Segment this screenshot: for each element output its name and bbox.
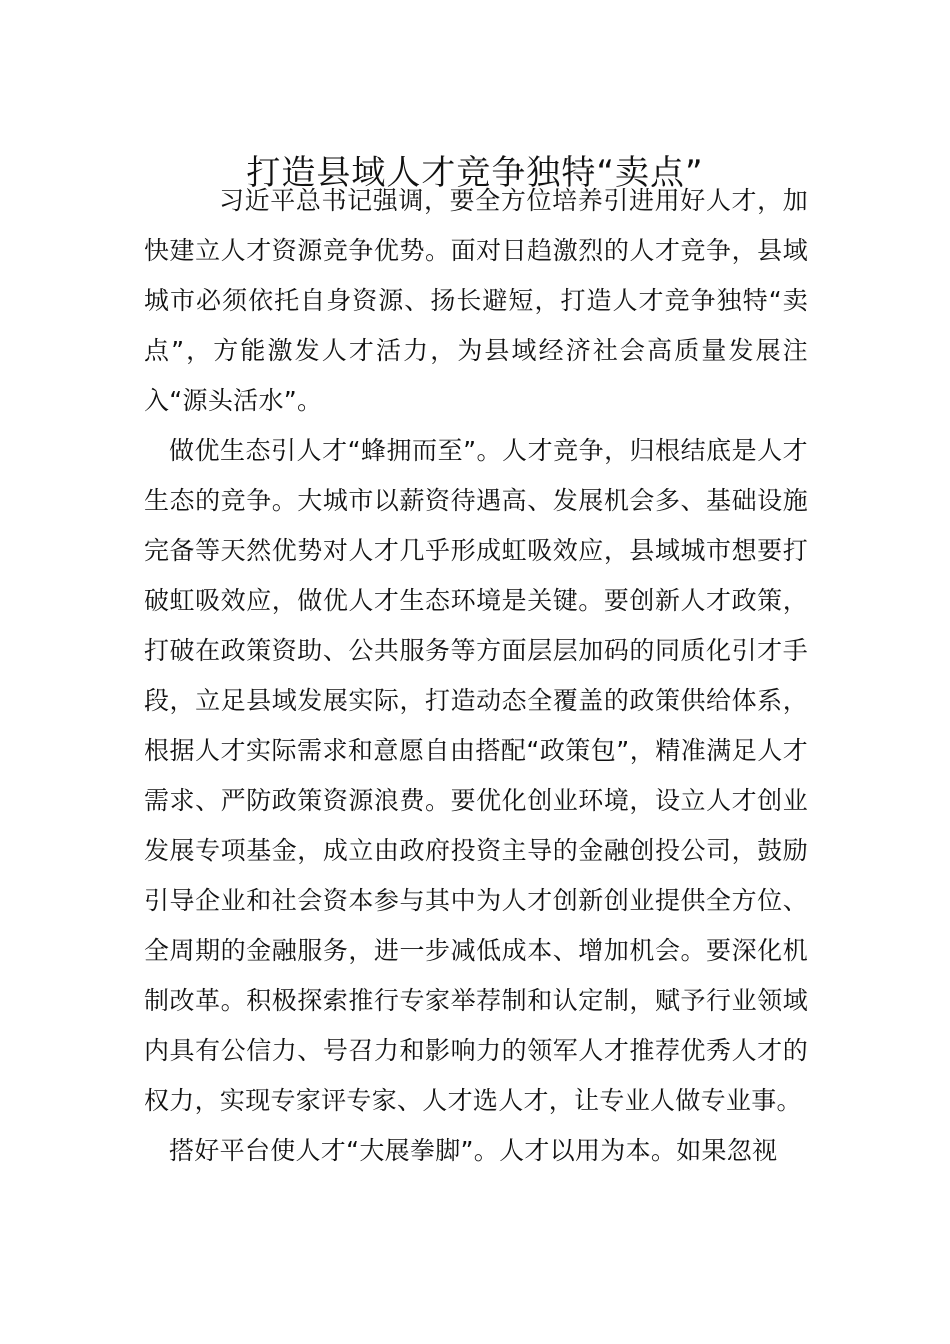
paragraph-intro: 习近平总书记强调，要全方位培养引进用好人才，加快建立人才资源竞争优势。面对日趋激烈的人才竞争，县域城市必须依托自身资源、扬长避短，打造人才竞争独特“卖点”，方能激发人才活力，为县域经济社会高质量发展注入“源头活水”。 — [144, 186, 808, 415]
paragraph-ecology: 做优生态引人才“蜂拥而至”。人才竞争，归根结底是人才生态的竞争。大城市以薪资待遇高、发展机会多、基础设施完备等天然优势对人才几乎形成虹吸效应，县域城市想要打破虹吸效应，做优人才生态环境是关键。要创新人才政策，打破在政策资助、公共服务等方面层层加码的同质化引才手段，立足县域发展实际，打造动态全覆盖的政策供给体系，根据人才实际需求和意愿自由搭配“政策包”，精准满足人才需求、严防政策资源浪费。要优化创业环境，设立人才创业发展专项基金，成立由政府投资主导的金融创投公司，鼓励引导企业和社会资本参与其中为人才创新创业提供全方位、全周期的金融服务，进一步减低成本、增加机会。要深化机制改革。积极探索推行专家举荐制和认定制，赋予行业领域内具有公信力、号召力和影响力的领军人才推荐优秀人才的权力，实现专家评专家、人才选人才，让专业人做专业事。 — [144, 436, 808, 1115]
document-body — [144, 176, 808, 1176]
document-title: 打造县域人才竞争独特“卖点” — [246, 152, 704, 193]
paragraph-platform: 搭好平台使人才“大展拳脚”。人才以用为本。如果忽视 — [169, 1136, 778, 1165]
